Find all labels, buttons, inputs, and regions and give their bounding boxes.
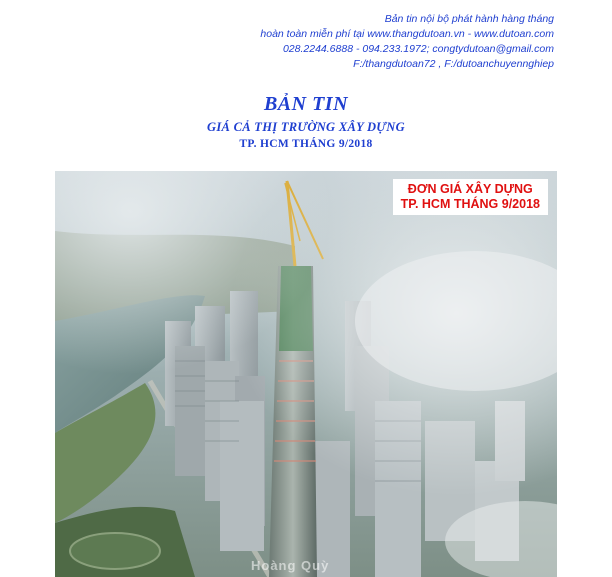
document-period: TP. HCM THÁNG 9/2018 [239, 138, 373, 150]
publisher-contacts: 028.2244.6888 - 094.233.1972; congtydutoan@gmail.com [282, 43, 554, 55]
publisher-websites: hoàn toàn miễn phí tại www.thangdutoan.vn - www.dutoan.com [260, 28, 554, 40]
photo-watermark: Hoàng Quỳ [251, 558, 330, 573]
city-aerial-illustration [55, 171, 557, 577]
cover-photo [55, 171, 557, 577]
badge-line-1: ĐƠN GIÁ XÂY DỰNG [407, 182, 533, 196]
cover-badge [393, 179, 548, 215]
publisher-info [260, 12, 554, 72]
document-title: BẢN TIN [263, 93, 349, 115]
badge-line-2: TP. HCM THÁNG 9/2018 [400, 197, 540, 211]
publisher-social: F:/thangdutoan72 , F:/dutoanchuyennghiep [353, 58, 554, 70]
document-subtitle: GIÁ CẢ THỊ TRƯỜNG XÂY DỰNG [207, 120, 405, 134]
publisher-line-1: Bản tin nội bộ phát hành hàng tháng [384, 13, 554, 25]
document-title-block [0, 92, 612, 151]
